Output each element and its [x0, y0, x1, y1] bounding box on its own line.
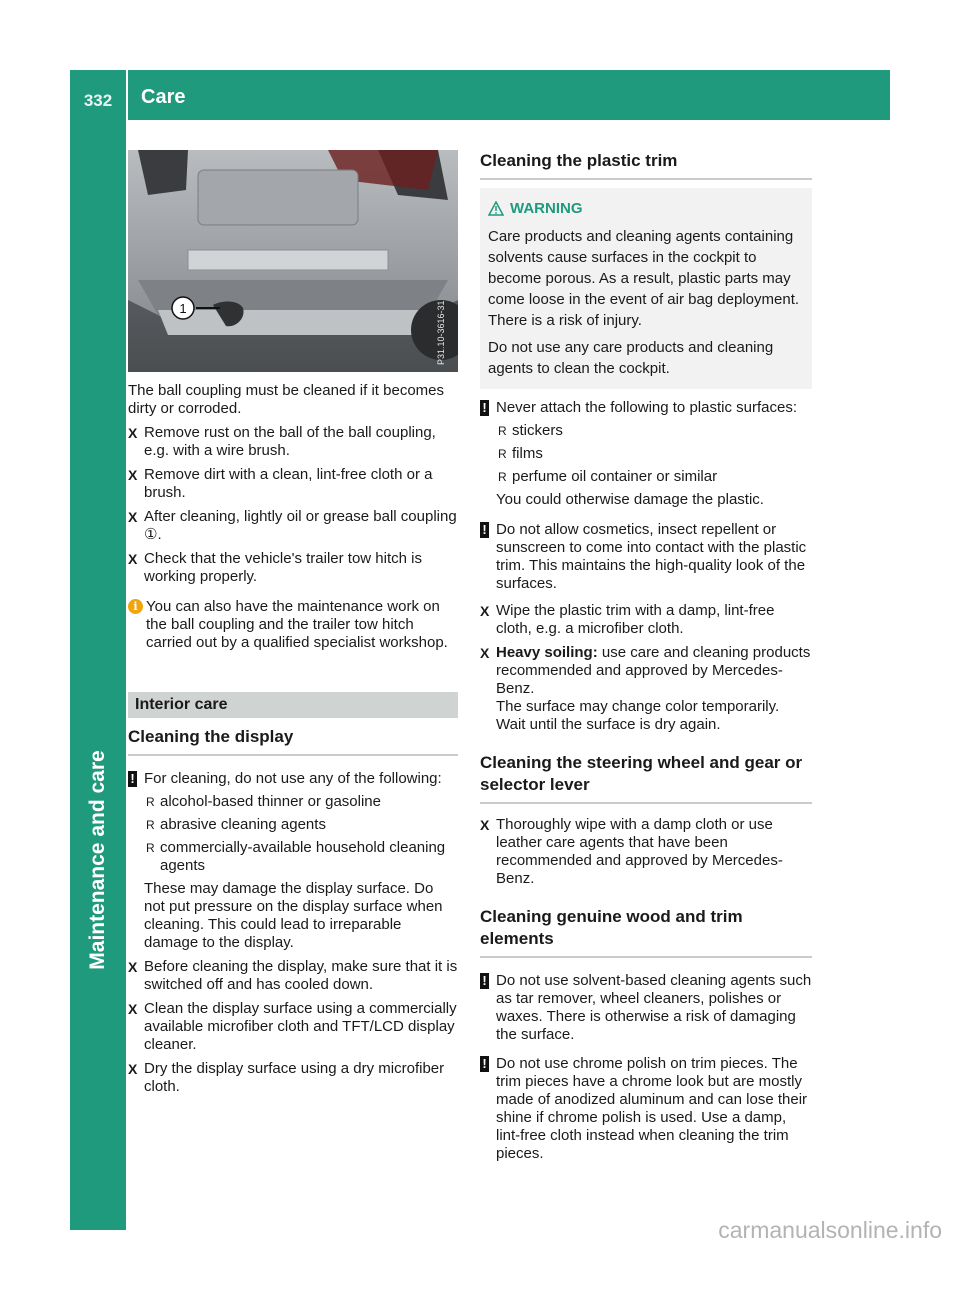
bullet-icon: R — [146, 795, 155, 809]
header-divider — [126, 70, 128, 120]
step-item: X Check that the vehicle's trailer tow hitch is working properly. — [128, 550, 422, 585]
bullet-icon: R — [146, 841, 155, 855]
arrow-icon: X — [480, 645, 490, 661]
warning-text: Care products and cleaning agents containing solvents cause surfaces in the cockpit to become porous. As a result, plastic parts may come loose in the event of air bag deployment. There is a risk of injury. — [488, 228, 800, 329]
section-band-interior-care: Interior care — [128, 692, 458, 718]
car-rear-illustration — [128, 150, 458, 372]
step-item: X Wipe the plastic trim with a damp, lint-free cloth, e.g. a microfiber cloth. — [480, 602, 775, 637]
arrow-icon: X — [128, 509, 138, 525]
bullet-icon: R — [498, 447, 507, 461]
display-warning-text: These may damage the display surface. Do not put pressure on the display surface when cleaning. This could lead to irreparable damage to the display. — [144, 880, 443, 951]
side-tab — [70, 120, 126, 1230]
ball-coupling-photo — [128, 150, 458, 372]
step-item: X Dry the display surface using a dry microfiber cloth. — [128, 1060, 445, 1095]
bullet-icon: R — [498, 424, 507, 438]
info-note: i You can also have the maintenance work on the ball coupling and the trailer tow hitch carried out by a qualified specialist workshop. — [128, 598, 458, 652]
step-item: X Thoroughly wipe with a damp cloth or use leather care agents that have been recommended and approved by Mercedes-Benz. — [480, 816, 783, 887]
list-item: R stickers — [498, 422, 563, 439]
list-item: R alcohol-based thinner or gasoline — [146, 793, 381, 810]
caution-note: ! Do not use solvent-based cleaning agents such as tar remover, wheel cleaners, polishes or waxes. There is otherwise a risk of damaging the surface. — [480, 972, 812, 1044]
caution-note: ! For cleaning, do not use any of the following: — [128, 770, 458, 788]
step-item: X Heavy soiling: use care and cleaning products recommended and approved by Mercedes-Benz. The surface may change color temporarily. Wait until the surface is dry again. — [480, 644, 811, 733]
step-item: X After cleaning, lightly oil or grease ball coupling ①. — [128, 508, 457, 543]
caution-icon: ! — [480, 400, 489, 416]
warning-box — [480, 188, 812, 389]
plastic-damage-text: You could otherwise damage the plastic. — [496, 491, 764, 508]
step-item: X Clean the display surface using a commercially available microfiber cloth and TFT/LCD display cleaner. — [128, 1000, 457, 1053]
figure-code: P31.10-3616-31 — [436, 300, 446, 365]
bullet-icon: R — [498, 470, 507, 484]
arrow-icon: X — [128, 425, 138, 441]
heading-steering-wheel: Cleaning the steering wheel and gear or selector lever — [480, 752, 812, 804]
ball-coupling-intro: The ball coupling must be cleaned if it becomes dirty or corroded. — [128, 382, 445, 417]
arrow-icon: X — [128, 1061, 138, 1077]
page-number: 332 — [83, 91, 113, 110]
warning-triangle-icon — [488, 201, 504, 216]
callout-number: 1 — [179, 301, 187, 316]
heading-genuine-wood: Cleaning genuine wood and trim elements — [480, 906, 812, 958]
step-item: X Before cleaning the display, make sure that it is switched off and has cooled down. — [128, 958, 458, 993]
warning-title: WARNING — [488, 200, 804, 217]
caution-icon: ! — [480, 522, 489, 538]
right-column — [480, 150, 812, 1168]
page-title: Care — [141, 86, 186, 108]
list-item: R commercially-available household cleaning agents — [146, 839, 446, 874]
step-item: X Remove dirt with a clean, lint-free cloth or a brush. — [128, 466, 433, 501]
arrow-icon: X — [128, 467, 138, 483]
warning-text: Do not use any care products and cleaning agents to clean the cockpit. — [488, 339, 774, 377]
arrow-icon: X — [128, 1001, 138, 1017]
heading-plastic-trim: Cleaning the plastic trim — [480, 150, 812, 180]
list-item: R perfume oil container or similar — [498, 468, 718, 485]
arrow-icon: X — [128, 551, 138, 567]
watermark: carmanualsonline.info — [718, 1217, 942, 1243]
list-item: R abrasive cleaning agents — [146, 816, 326, 833]
side-tab-label: Maintenance and care — [86, 750, 109, 970]
list-item: R films — [498, 445, 543, 462]
bullet-icon: R — [146, 818, 155, 832]
header-bar — [70, 70, 890, 120]
caution-icon: ! — [128, 771, 137, 787]
left-column — [128, 150, 458, 1102]
step-item: X Remove rust on the ball of the ball coupling, e.g. with a wire brush. — [128, 424, 436, 459]
info-icon: i — [128, 599, 143, 614]
caution-note: ! Do not allow cosmetics, insect repellent or sunscreen to come into contact with the plastic trim. This maintains the high-quality look of the surfaces. — [480, 521, 812, 593]
arrow-icon: X — [128, 959, 138, 975]
caution-note: ! Do not use chrome polish on trim pieces. The trim pieces have a chrome look but are mostly made of anodized aluminum and can lose their shine if chrome polish is used. Use a damp, lint-free cloth instead when cleaning the trim pieces. — [480, 1055, 812, 1163]
arrow-icon: X — [480, 817, 490, 833]
caution-note: ! Never attach the following to plastic surfaces: — [480, 399, 812, 417]
caution-icon: ! — [480, 973, 489, 989]
arrow-icon: X — [480, 603, 490, 619]
caution-icon: ! — [480, 1056, 489, 1072]
heading-cleaning-display: Cleaning the display — [128, 726, 458, 756]
